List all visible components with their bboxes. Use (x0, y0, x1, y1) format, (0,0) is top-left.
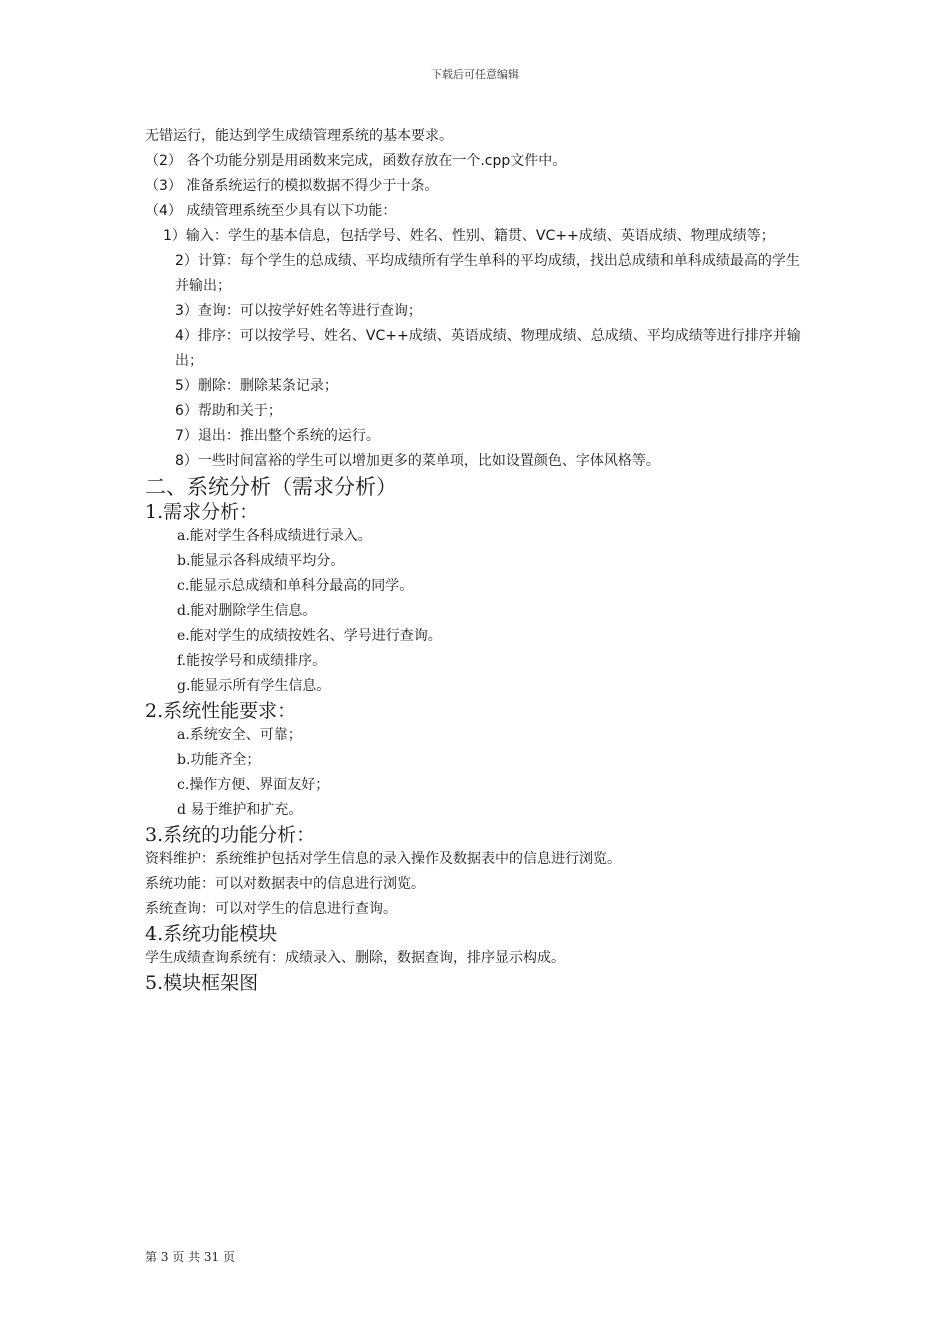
page-header: 下载后可任意编辑 (431, 68, 519, 81)
section-2-heading: 二、系统分析（需求分析） (145, 475, 397, 499)
requirement-4: （4） 成绩管理系统至少具有以下功能： (145, 203, 397, 219)
subsection-2-heading: 2.系统性能要求： (145, 700, 297, 722)
subsection-4-heading: 4.系统功能模块 (145, 923, 278, 945)
requirement-item: e.能对学生的成绩按姓名、学号进行查询。 (177, 628, 442, 644)
function-6: 6）帮助和关于； (175, 403, 282, 419)
requirement-item: g.能显示所有学生信息。 (177, 678, 331, 694)
intro-line: 无错运行，能达到学生成绩管理系统的基本要求。 (145, 128, 453, 144)
function-analysis-line: 系统功能：可以对数据表中的信息进行浏览。 (145, 876, 425, 892)
requirement-item: b.能显示各科成绩平均分。 (177, 553, 345, 569)
requirement-item: a.能对学生各科成绩进行录入。 (177, 528, 372, 544)
performance-item: a.系统安全、可靠； (177, 727, 302, 743)
function-analysis-line: 系统查询：可以对学生的信息进行查询。 (145, 901, 397, 917)
requirement-2: （2） 各个功能分别是用函数来完成，函数存放在一个.cpp文件中。 (145, 153, 567, 169)
function-2: 2）计算：每个学生的总成绩、平均成绩所有学生单科的平均成绩，找出总成绩和单科成绩最高的学生并输出； (175, 253, 800, 294)
performance-item: b.功能齐全； (177, 752, 261, 768)
function-7: 7）退出：推出整个系统的运行。 (175, 428, 380, 444)
function-8: 8）一些时间富裕的学生可以增加更多的菜单项，比如设置颜色、字体风格等。 (175, 453, 660, 469)
requirement-3: （3） 准备系统运行的模拟数据不得少于十条。 (145, 178, 439, 194)
performance-item: c.操作方便、界面友好； (177, 777, 330, 793)
page-footer: 第 3 页 共 31 页 (145, 1250, 235, 1264)
requirement-item: f.能按学号和成绩排序。 (177, 653, 327, 669)
module-description: 学生成绩查询系统有：成绩录入、删除，数据查询，排序显示构成。 (145, 950, 565, 966)
subsection-1-heading: 1.需求分析： (145, 501, 259, 523)
subsection-5-heading: 5.模块框架图 (145, 972, 259, 994)
function-analysis-line: 资料维护：系统维护包括对学生信息的录入操作及数据表中的信息进行浏览。 (145, 851, 621, 867)
function-1: 1）输入：学生的基本信息，包括学号、姓名、性别、籍贯、VC++成绩、英语成绩、物理成绩等； (163, 228, 775, 244)
function-4: 4）排序：可以按学号、姓名、VC++成绩、英语成绩、物理成绩、总成绩、平均成绩等进行排序并输出； (175, 328, 801, 369)
function-5: 5）删除：删除某条记录； (175, 378, 338, 394)
performance-item: d 易于维护和扩充。 (177, 802, 303, 818)
requirement-item: c.能显示总成绩和单科分最高的同学。 (177, 578, 414, 594)
function-3: 3）查询：可以按学好姓名等进行查询； (175, 303, 422, 319)
subsection-3-heading: 3.系统的功能分析： (145, 824, 316, 846)
page-content (145, 124, 810, 995)
requirement-item: d.能对删除学生信息。 (177, 603, 317, 619)
